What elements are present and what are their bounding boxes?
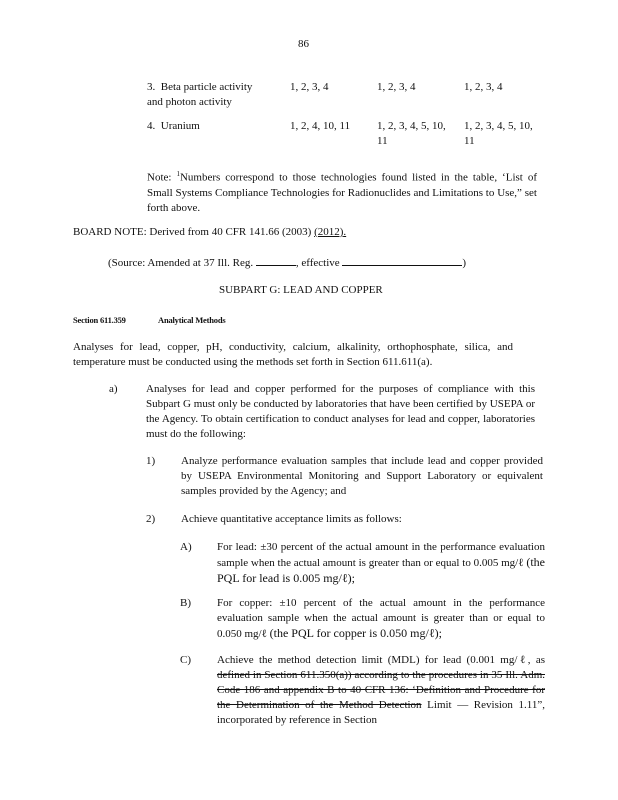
subpart-title: SUBPART G: LEAD AND COPPER <box>219 284 383 296</box>
intro-paragraph: Analyses for lead, copper, pH, conductivity, calcium, alkalinity, orthophosphate, silica, and temperature must be conducted using the methods set forth in Section 611.611(a). <box>73 341 513 368</box>
source-end: ) <box>462 257 467 269</box>
table-cell: 1, 2, 3, 4, 5, 10, 11 <box>464 120 533 147</box>
section-title: Analytical Methods <box>158 315 226 325</box>
item-a-text: Analyses for lead and copper performed for the purposes of compliance with this Subpart G must only be conducted by laboratories that have been certified by USEPA or the Agency. To obtain certification to conduct analyses for lead and copper, laboratories must do the following: <box>146 383 535 440</box>
item-A-label: A) <box>180 541 192 553</box>
item-a-label: a) <box>109 383 118 395</box>
table-cell: 1, 2, 3, 4 <box>290 81 329 93</box>
board-note-year-added: (2012) <box>314 226 344 238</box>
table-cell: 1, 2, 4, 10, 11 <box>290 120 351 132</box>
item-1-label: 1) <box>146 455 156 467</box>
section-number: Section 611.359 <box>73 315 126 325</box>
page-number: 86 <box>298 38 309 50</box>
source-effective: , effective <box>295 257 340 269</box>
item-1-text: Analyze performance evaluation samples that include lead and copper provided by USEPA Environmental Monitoring and Support Laboratory or equivalent samples provided by the Agency; and <box>181 455 543 497</box>
note-text: Numbers correspond to those technologies found listed in the table, ‘List of Small Systems Compliance Technologies for Radionuclides and Limitations to Use,” set forth above. <box>147 171 537 214</box>
item-C-tail: Limit — Revision 1.11”, incorporated by reference in Section <box>217 699 545 726</box>
note-superscript: 1 <box>176 170 180 178</box>
item-B-body: For copper: ±10 percent of the actual amount in the performance evaluation sample when the actual amount is greater than or equal to 0.050 mg/ℓ <box>217 597 545 640</box>
table-cell: 1, 2, 3, 4 <box>377 81 416 93</box>
table-note <box>147 167 537 216</box>
item-C-body: Achieve the method detection limit (MDL) for lead (0.001 mg/ℓ, as <box>217 654 545 666</box>
item-2-text: Achieve quantitative acceptance limits as follows: <box>181 513 402 525</box>
item-B-added-pql: (the PQL for copper is 0.050 mg/ℓ); <box>269 626 442 640</box>
item-C-label: C) <box>180 654 191 666</box>
board-note <box>73 225 346 240</box>
item-C-struck-text: defined in Section 611.350(a)) according to the procedures in 35 Ill. Adm. Code 186 and appendix B to 40 CFR 136: ‘Definition and Procedure for the Determination of the Method Detection <box>217 669 545 711</box>
source-line <box>108 254 466 271</box>
item-B-label: B) <box>180 597 191 609</box>
item-B-text <box>217 596 545 642</box>
source-prefix: (Source: Amended at 37 Ill. Reg. <box>108 257 254 269</box>
item-A-added-pql: (the PQL for lead is 0.005 mg/ℓ); <box>217 555 545 585</box>
table-cell: 1, 2, 3, 4, 5, 10, 11 <box>377 120 446 147</box>
register-blank <box>256 254 296 266</box>
item-A-text <box>217 540 545 587</box>
note-lead: Note: <box>147 171 177 184</box>
item-2-label: 2) <box>146 513 156 525</box>
board-note-text: BOARD NOTE: Derived from 40 CFR 141.66 (2003) <box>73 226 315 238</box>
item-C-text <box>217 653 545 728</box>
table-row-label: 4. Uranium <box>147 120 200 132</box>
table-row-label: 3. Beta particle activity and photon activity <box>147 81 253 108</box>
board-note-tail: . <box>343 226 347 238</box>
item-A-body: For lead: ±30 percent of the actual amount in the performance evaluation sample when the actual amount is greater than or equal to 0.005 mg/ℓ <box>217 541 545 569</box>
effective-date-blank <box>342 254 462 266</box>
table-cell: 1, 2, 3, 4 <box>464 81 503 93</box>
